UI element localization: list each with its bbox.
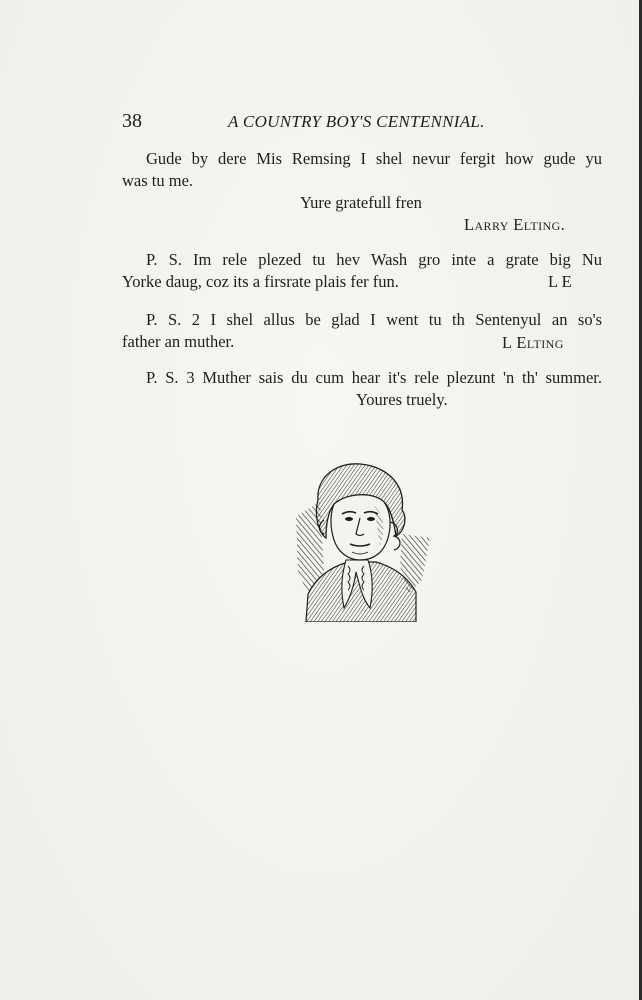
postscript-initials: L E: [548, 272, 572, 291]
postscript-closing: Youres truely.: [356, 390, 448, 409]
postscript-line: P. S. 2 I shel allus be glad I went tu th Sentenyul an so's: [146, 310, 602, 329]
postscript-line: P. S. 3 Muther sais du cum hear it's rele plezunt 'n th' summer.: [146, 368, 602, 387]
page-header: [122, 110, 502, 136]
engraved-portrait-icon: [290, 462, 432, 622]
letter-line: was tu me.: [122, 171, 194, 190]
letter-line: Gude by dere Mis Remsing I shel nevur fergit how gude yu: [146, 149, 602, 168]
letter-signature: Larry Elting.: [464, 215, 566, 234]
postscript-line: P. S. Im rele plezed tu hev Wash gro inte a grate big Nu: [146, 250, 602, 269]
postscript-line: Yorke daug, coz its a firsrate plais fer fun.: [122, 272, 399, 291]
running-title: A COUNTRY BOY'S CENTENNIAL.: [228, 112, 485, 131]
page-number: 38: [122, 110, 142, 132]
letter-closing: Yure gratefull fren: [300, 193, 422, 212]
postscript-signature: L Elting: [502, 333, 564, 352]
postscript-line: father an muther.: [122, 332, 235, 351]
